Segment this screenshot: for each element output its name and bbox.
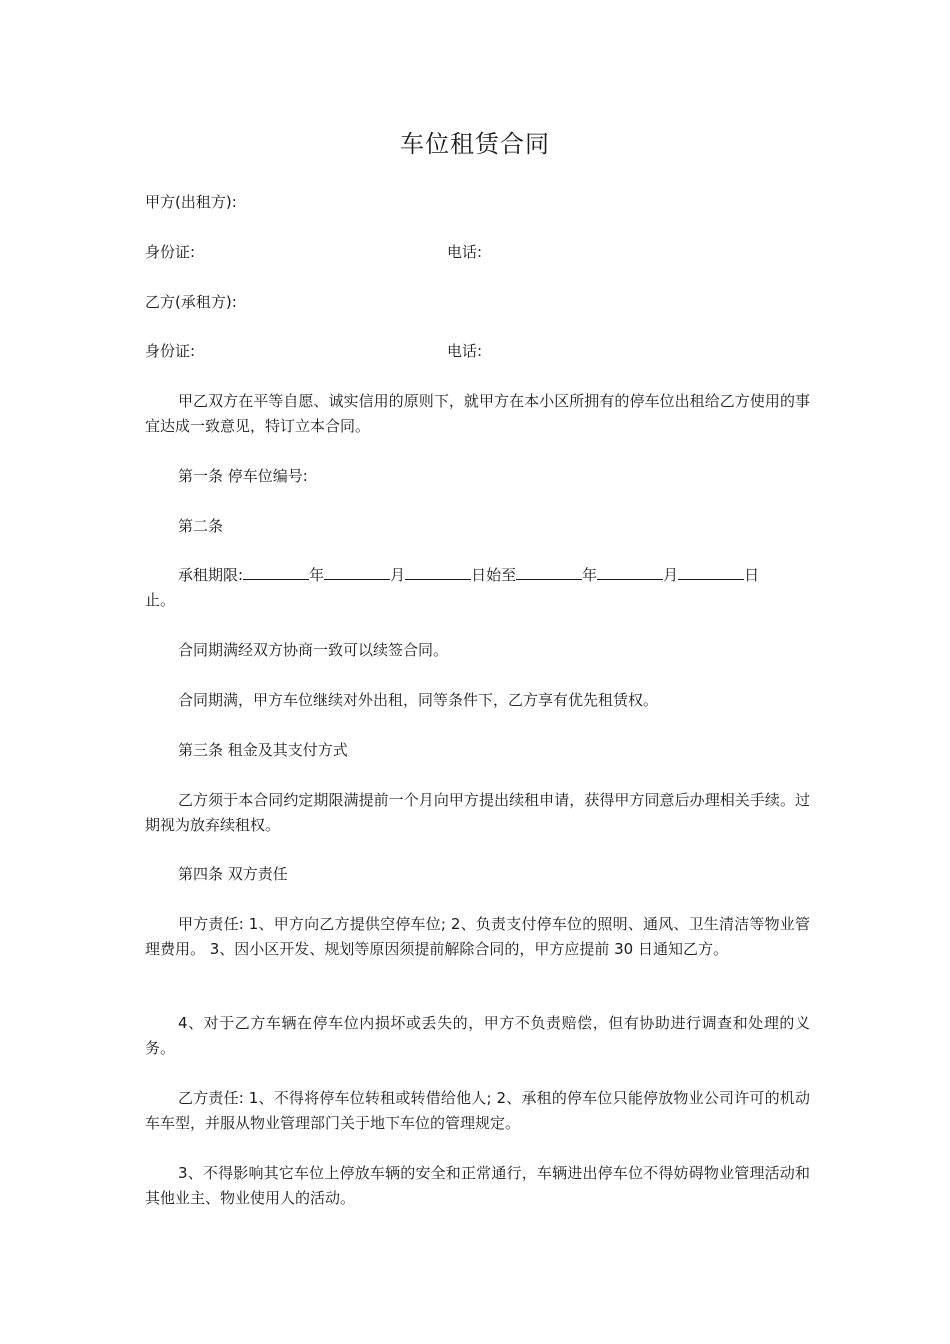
term-month-1: 月 [390, 566, 406, 584]
term-day-to: 日始至 [471, 566, 517, 584]
start-day-blank[interactable] [405, 563, 471, 580]
party-a-duty-4-paragraph: 4、对于乙方车辆在停车位内损坏或丢失的，甲方不负责赔偿，但有协助进行调查和处理的义务。 [145, 1014, 810, 1057]
priority-paragraph: 合同期满，甲方车位继续对外出租，同等条件下，乙方享有优先租赁权。 [178, 691, 659, 709]
term-suffix: 止。 [145, 591, 176, 609]
term-year-2: 年 [582, 566, 598, 584]
party-a-duty-paragraph: 甲方责任: 1、甲方向乙方提供空停车位; 2、负责支付停车位的照明、通风、卫生清洁等物业管理费用。 3、因小区开发、规划等原因须提前解除合同的，甲方应提前 30 日通知乙方。 [145, 915, 810, 958]
party-a-label: 甲方(出租方): [145, 193, 237, 211]
end-day-blank[interactable] [678, 563, 744, 580]
intro-paragraph: 甲乙双方在平等自愿、诚实信用的原则下，就甲方在本小区所拥有的停车位出租给乙方使用的事宜达成一致意见，特订立本合同。 [145, 392, 810, 435]
document-title: 车位租赁合同 [400, 130, 550, 158]
party-a-id-label: 身份证: [145, 243, 196, 261]
renew-paragraph: 合同期满经双方协商一致可以续签合同。 [178, 641, 449, 659]
start-year-blank[interactable] [243, 563, 309, 580]
start-month-blank[interactable] [324, 563, 390, 580]
payment-paragraph: 乙方须于本合同约定期限满提前一个月向甲方提出续租申请，获得甲方同意后办理相关手续。过期视为放弃续租权。 [145, 791, 810, 834]
term-year-1: 年 [309, 566, 325, 584]
party-b-id-label: 身份证: [145, 342, 196, 360]
lease-term-line [145, 563, 843, 588]
article-1-heading: 第一条 停车位编号: [178, 467, 308, 485]
end-year-blank[interactable] [516, 563, 582, 580]
party-b-duty-3-paragraph: 3、不得影响其它车位上停放车辆的安全和正常通行，车辆进出停车位不得妨碍物业管理活动和其他业主、物业使用人的活动。 [145, 1164, 810, 1207]
party-b-phone-label: 电话: [447, 342, 483, 360]
article-2-heading: 第二条 [178, 517, 224, 535]
term-month-2: 月 [663, 566, 679, 584]
term-day-end: 日 [744, 566, 760, 584]
party-a-phone-label: 电话: [447, 243, 483, 261]
party-b-duty-paragraph: 乙方责任: 1、不得将停车位转租或转借给他人; 2、承租的停车位只能停放物业公司许可的机动车车型，并服从物业管理部门关于地下车位的管理规定。 [145, 1089, 810, 1132]
end-month-blank[interactable] [597, 563, 663, 580]
article-4-heading: 第四条 双方责任 [178, 865, 288, 883]
party-b-label: 乙方(承租方): [145, 293, 237, 311]
term-prefix: 承租期限: [178, 566, 244, 584]
article-3-heading: 第三条 租金及其支付方式 [178, 741, 348, 759]
